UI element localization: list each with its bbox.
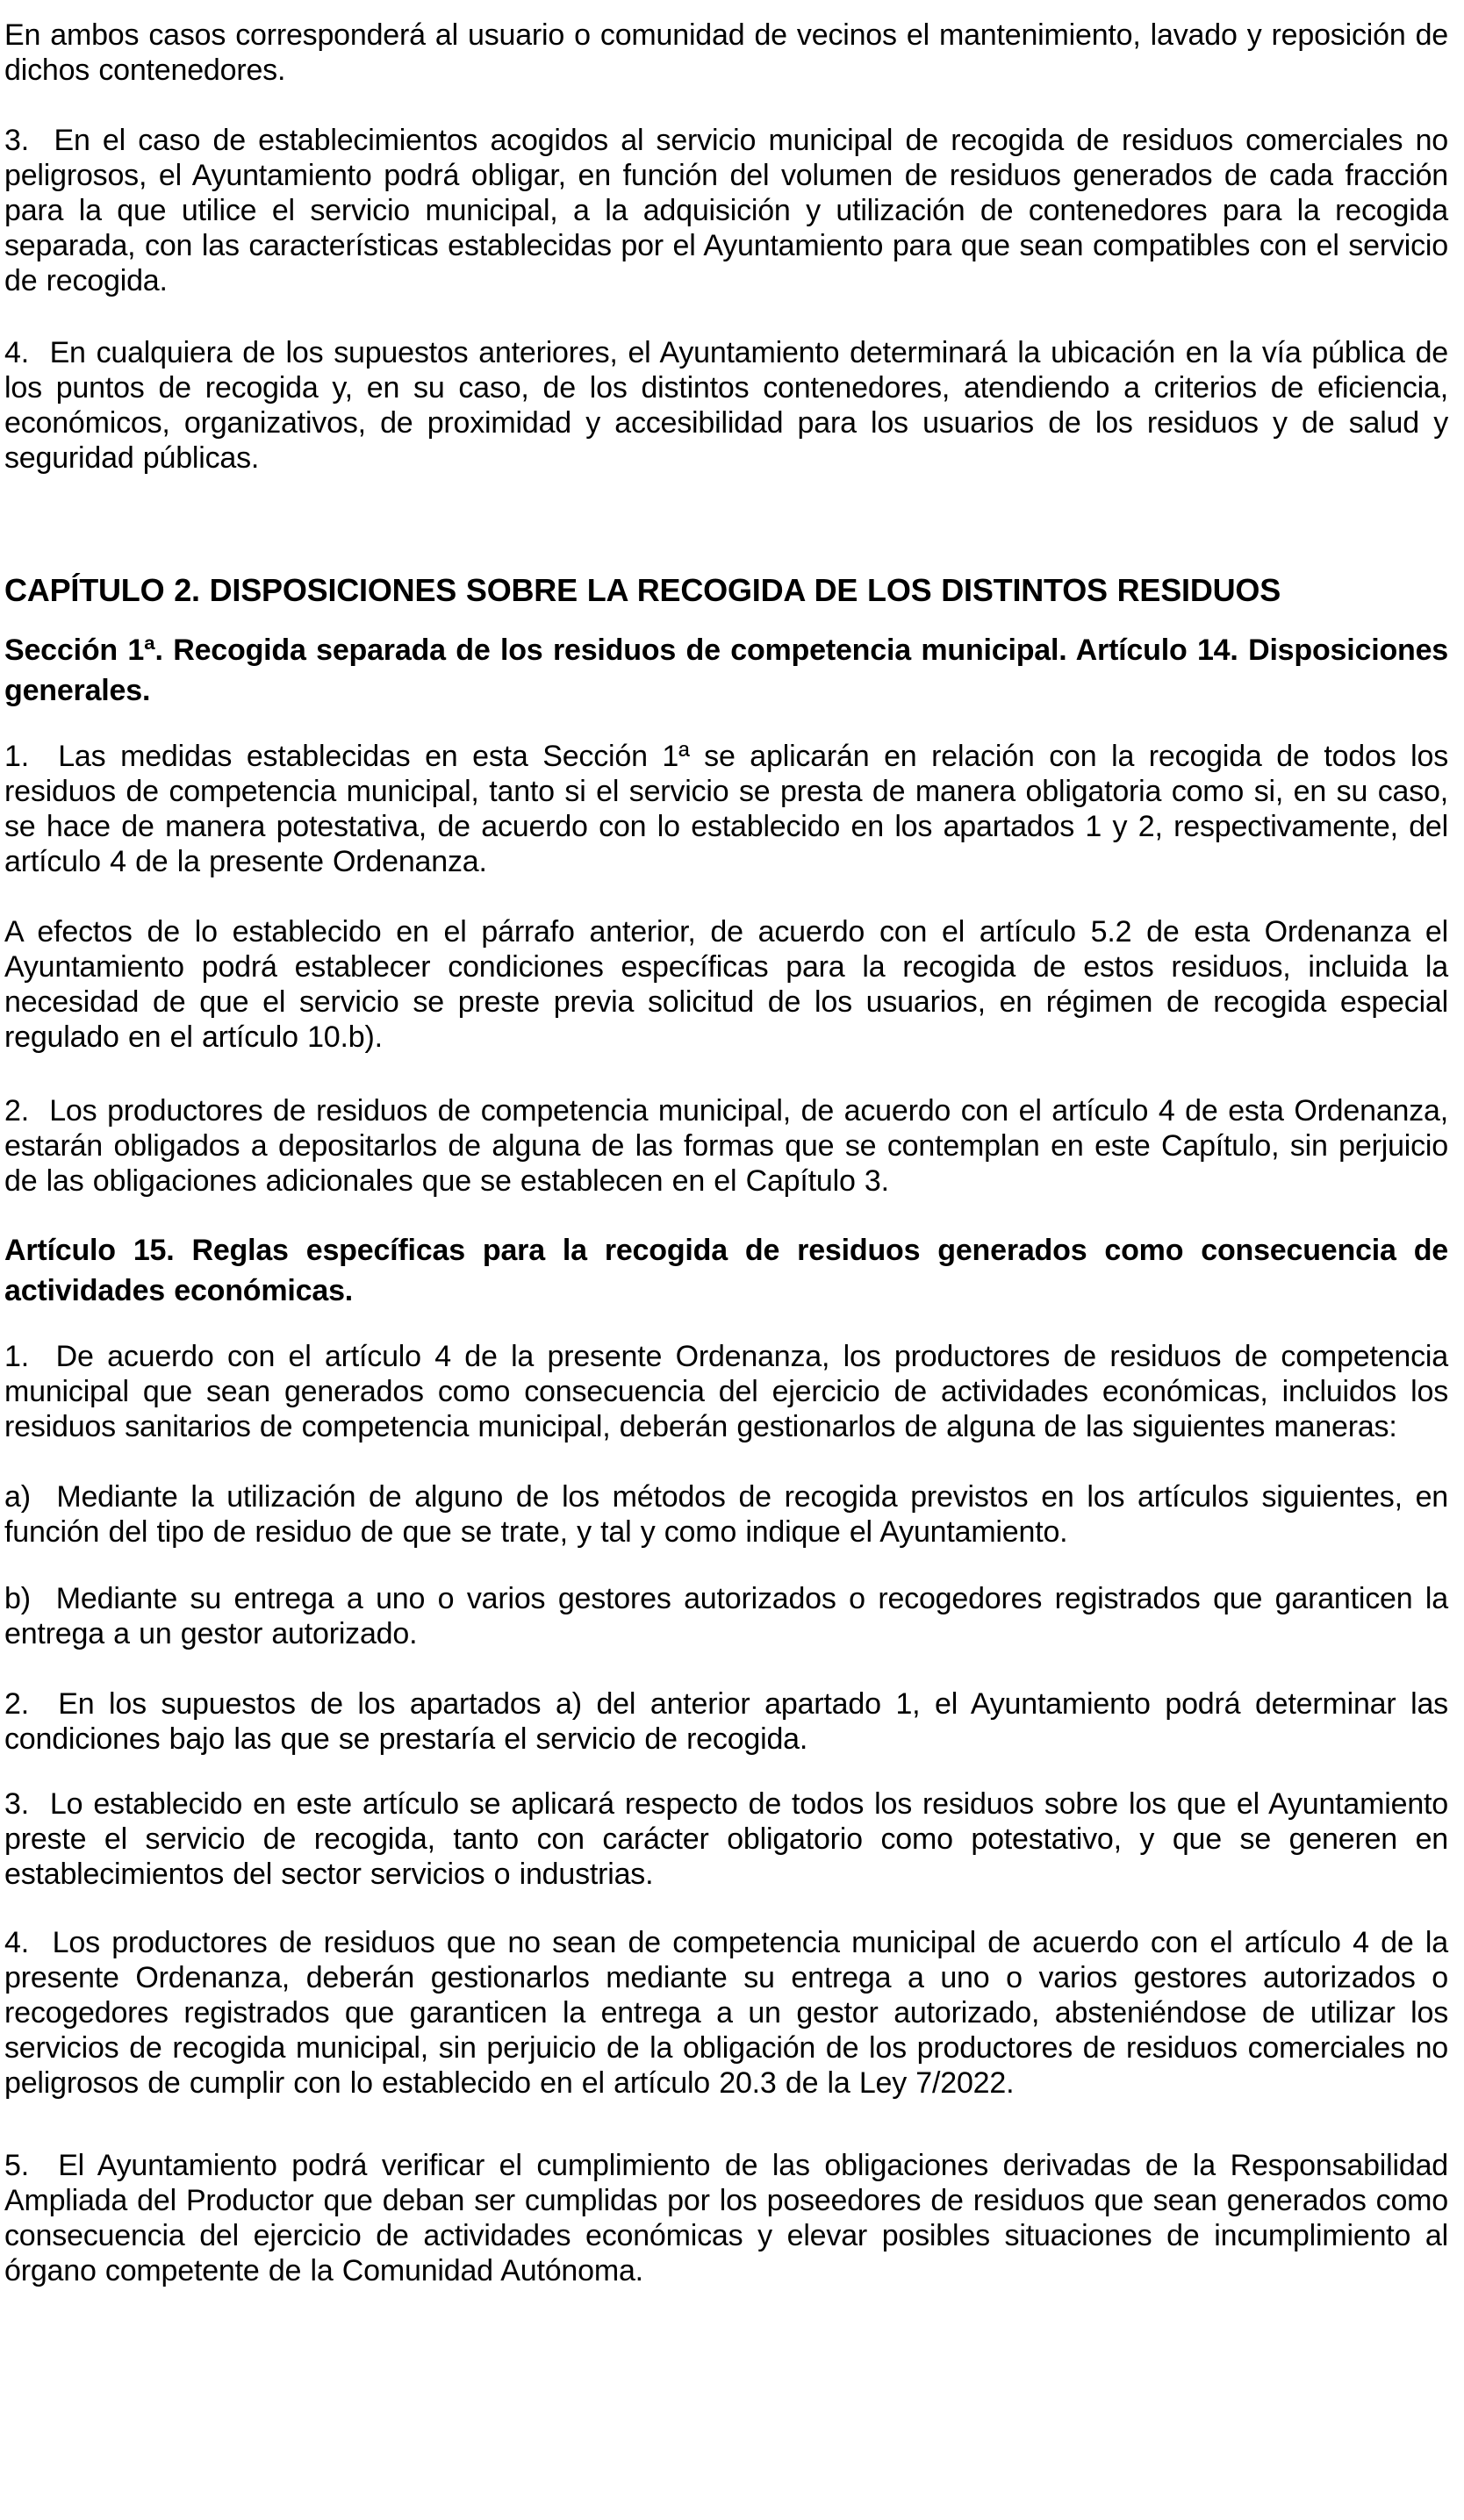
paragraph-art15-item-5: 5. El Ayuntamiento podrá verificar el cumplimiento de las obligaciones derivadas de la Responsabilidad Ampliada del Productor que deban ser cumplidas por los poseedores de residuos que sean generados como consecuencia del ejercicio de actividades económicas y elevar posibles situaciones de incumplimiento al órgano competente de la Comunidad Autónoma. <box>4 2149 1448 2287</box>
paragraph-art15-item-4: 4. Los productores de residuos que no sean de competencia municipal de acuerdo con el artículo 4 de la presente Ordenanza, deberán gestionarlos mediante su entrega a uno o varios gestores autorizados o recogedores registrados que garanticen la entrega a un gestor autorizado, absteniéndose de utilizar los servicios de recogida municipal, sin perjuicio de la obligación de los productores de residuos comerciales no peligrosos de cumplir con lo establecido en el artículo 20.3 de la Ley 7/2022. <box>4 1926 1448 2100</box>
paragraph-art15-item-3: 3. Lo establecido en este artículo se aplicará respecto de todos los residuos sobre los que el Ayuntamiento preste el servicio de recogida, tanto con carácter obligatorio como potestativo, y que se generen en establecimientos del sector servicios o industrias. <box>4 1787 1448 1891</box>
paragraph-item-3-establecimientos: 3. En el caso de establecimientos acogidos al servicio municipal de recogida de residuos comerciales no peligrosos, el Ayuntamiento podrá obligar, en función del volumen de residuos generados de cada fracción para la que utilice el servicio municipal, a la adquisición y utilización de contenedores para la recogida separada, con las características establecidas por el Ayuntamiento para que sean compatibles con el servicio de recogida. <box>4 124 1448 297</box>
paragraph-art14-item-1: 1. Las medidas establecidas en esta Sección 1ª se aplicarán en relación con la recogida de todos los residuos de competencia municipal, tanto si el servicio se presta de manera obligatoria como si, en su caso, se hace de manera potestativa, de acuerdo con lo establecido en los apartados 1 y 2, respectivamente, del artículo 4 de la presente Ordenanza. <box>4 740 1448 878</box>
paragraph-continuation-contenedores: En ambos casos corresponderá al usuario o comunidad de vecinos el mantenimiento, lavado y reposición de dichos contenedores. <box>4 18 1448 87</box>
paragraph-art15-item-1a: a) Mediante la utilización de alguno de los métodos de recogida previstos en los artículos siguientes, en función del tipo de residuo de que se trate, y tal y como indique el Ayuntamiento. <box>4 1480 1448 1549</box>
section-1-article-14-heading: Sección 1ª. Recogida separada de los residuos de competencia municipal. Artículo 14. Disposiciones generales. <box>4 634 1448 707</box>
paragraph-item-4-ubicacion: 4. En cualquiera de los supuestos anteriores, el Ayuntamiento determinará la ubicación en la vía pública de los puntos de recogida y, en su caso, de los distintos contenedores, atendiendo a criterios de eficiencia, económicos, organizativos, de proximidad y accesibilidad para los usuarios de los residuos y de salud y seguridad públicas. <box>4 336 1448 475</box>
paragraph-art14-a-efectos: A efectos de lo establecido en el párrafo anterior, de acuerdo con el artículo 5.2 de esta Ordenanza el Ayuntamiento podrá establecer condiciones específicas para la recogida de estos residuos, incluida la necesidad de que el servicio se preste previa solicitud de los usuarios, en régimen de recogida especial regulado en el artículo 10.b). <box>4 915 1448 1054</box>
paragraph-art15-item-1: 1. De acuerdo con el artículo 4 de la presente Ordenanza, los productores de residuos de competencia municipal que sean generados como consecuencia del ejercicio de actividades económicas, incluidos los residuos sanitarios de competencia municipal, deberán gestionarlos de alguna de las siguientes maneras: <box>4 1340 1448 1443</box>
paragraph-art15-item-2: 2. En los supuestos de los apartados a) del anterior apartado 1, el Ayuntamiento podrá determinar las condiciones bajo las que se prestaría el servicio de recogida. <box>4 1687 1448 1756</box>
paragraph-art14-item-2: 2. Los productores de residuos de competencia municipal, de acuerdo con el artículo 4 de esta Ordenanza, estarán obligados a depositarlos de alguna de las formas que se contemplan en este Capítulo, sin perjuicio de las obligaciones adicionales que se establecen en el Capítulo 3. <box>4 1094 1448 1198</box>
chapter-2-heading: CAPÍTULO 2. DISPOSICIONES SOBRE LA RECOGIDA DE LOS DISTINTOS RESIDUOS <box>4 572 1281 608</box>
paragraph-art15-item-1b: b) Mediante su entrega a uno o varios gestores autorizados o recogedores registrados que garanticen la entrega a un gestor autorizado. <box>4 1582 1448 1650</box>
article-15-heading: Artículo 15. Reglas específicas para la recogida de residuos generados como consecuencia de actividades económicas. <box>4 1234 1448 1307</box>
